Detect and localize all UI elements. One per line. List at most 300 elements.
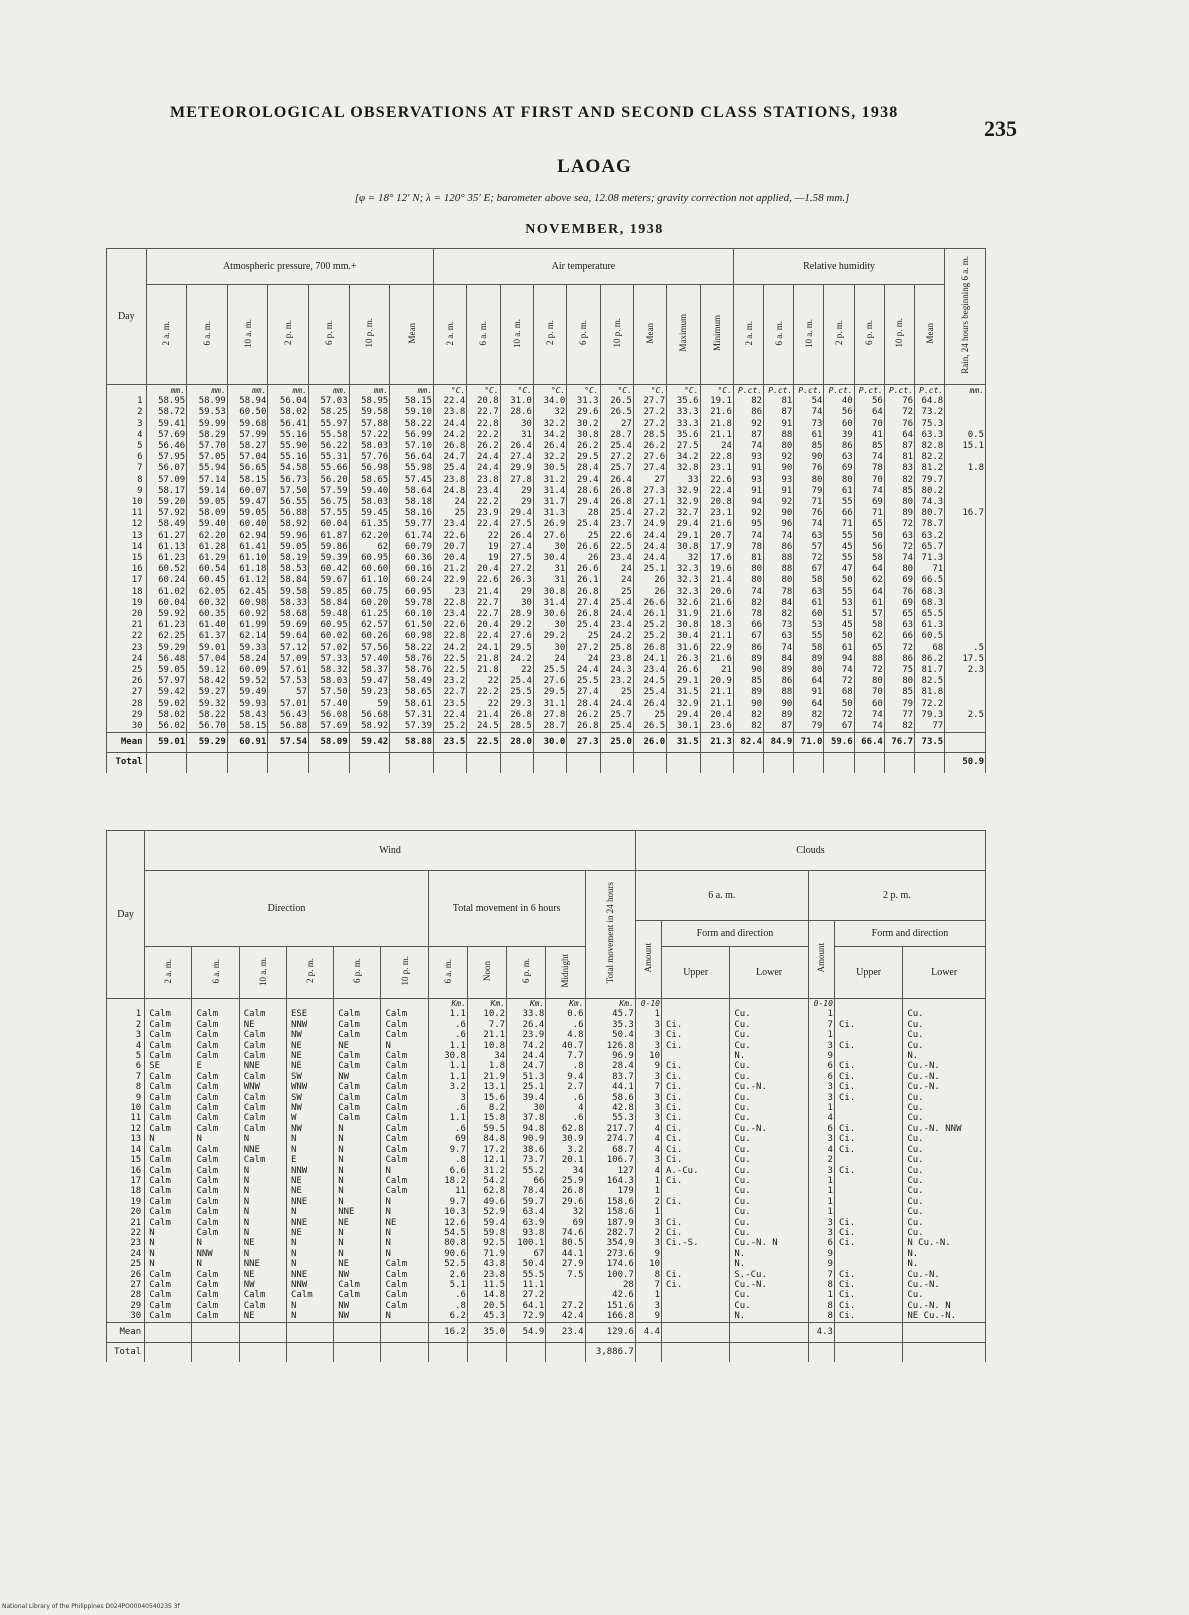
data-cell: 55	[794, 631, 824, 642]
data-cell: Calm	[145, 1176, 192, 1186]
data-cell: 57.02	[309, 643, 350, 654]
day-cell: 7	[107, 1072, 145, 1082]
data-cell: 44.1	[585, 1082, 635, 1092]
data-cell: 26.6	[567, 542, 600, 553]
data-cell: 26.5	[600, 396, 633, 407]
summary-cell: Mean	[107, 733, 147, 753]
data-cell: 58.17	[146, 486, 187, 497]
data-cell: N	[334, 1186, 381, 1196]
unit-cell: Km.	[585, 999, 635, 1010]
data-cell: Cu.	[730, 1176, 808, 1186]
data-cell: Calm	[239, 1113, 286, 1123]
summary-cell	[633, 753, 666, 773]
data-cell: 31.2	[467, 1166, 506, 1176]
data-cell: 58	[854, 620, 884, 631]
data-cell: 79.3	[915, 710, 945, 721]
data-cell: N	[334, 1228, 381, 1238]
day-cell: 14	[107, 1145, 145, 1155]
data-cell: 60.09	[227, 665, 268, 676]
observations-table	[106, 248, 986, 773]
data-cell: 64	[794, 699, 824, 710]
data-cell: Calm	[381, 1030, 428, 1040]
data-cell: 56.08	[309, 710, 350, 721]
data-cell	[834, 1249, 902, 1259]
table-row	[107, 710, 986, 721]
station-name: LAOAG	[557, 156, 632, 177]
table-row	[107, 1197, 986, 1207]
data-cell: Calm	[145, 1082, 192, 1092]
data-cell: 27.5	[500, 553, 533, 564]
data-cell: 90	[733, 699, 763, 710]
data-cell	[945, 407, 986, 418]
data-cell: 72.9	[507, 1311, 546, 1322]
day-cell: 26	[107, 1270, 145, 1280]
data-cell: 57.33	[309, 654, 350, 665]
data-cell: 57.50	[268, 486, 309, 497]
summary-cell: Total	[107, 1342, 145, 1362]
data-cell: 26.1	[567, 575, 600, 586]
data-cell: 78.7	[915, 519, 945, 530]
data-cell: N	[381, 1197, 428, 1207]
data-cell: Calm	[381, 1176, 428, 1186]
data-cell: 64	[794, 676, 824, 687]
data-cell: 25	[567, 531, 600, 542]
data-cell: Calm	[286, 1290, 333, 1300]
table-row	[107, 643, 986, 654]
data-cell: 59.52	[227, 676, 268, 687]
data-cell: 8	[808, 1311, 834, 1322]
data-cell: 55.97	[309, 419, 350, 430]
summary-cell	[286, 1322, 333, 1342]
day-cell: 19	[107, 598, 147, 609]
data-cell: E	[192, 1061, 239, 1071]
data-cell: 22.6	[467, 575, 500, 586]
data-cell: 32.2	[533, 452, 566, 463]
data-cell	[945, 553, 986, 564]
data-cell: Cu.	[730, 1197, 808, 1207]
data-cell: Calm	[239, 1301, 286, 1311]
data-cell: 59.40	[187, 519, 228, 530]
data-cell: 24.4	[633, 542, 666, 553]
data-cell: 74.3	[915, 497, 945, 508]
data-cell: 56.55	[268, 497, 309, 508]
data-cell: 29.5	[567, 452, 600, 463]
movement-group-header: Total movement in 6 hours	[428, 871, 585, 947]
data-cell: 58.02	[268, 407, 309, 418]
data-cell: 82	[733, 710, 763, 721]
data-cell: 106.7	[585, 1155, 635, 1165]
data-cell: Calm	[239, 1041, 286, 1051]
form-direction-2pm-header: Form and direction	[834, 921, 985, 947]
data-cell: 18.3	[700, 620, 733, 631]
day-cell: 14	[107, 542, 147, 553]
data-cell: 20.8	[467, 396, 500, 407]
data-cell: N	[334, 1238, 381, 1248]
data-cell: 61.13	[146, 542, 187, 553]
data-cell: 29.4	[667, 519, 700, 530]
data-cell: 83.7	[585, 1072, 635, 1082]
data-cell: 57.22	[349, 430, 390, 441]
direction-col-header: 10 p. m.	[381, 947, 428, 999]
data-cell: Calm	[145, 1124, 192, 1134]
data-cell: 24.8	[434, 486, 467, 497]
data-cell: Ci.	[662, 1218, 730, 1228]
data-cell: 23	[434, 587, 467, 598]
data-cell: 32.9	[667, 699, 700, 710]
data-cell: 92	[764, 497, 794, 508]
data-cell: 21.6	[700, 609, 733, 620]
table-row	[107, 1207, 986, 1217]
data-cell	[945, 687, 986, 698]
data-cell: 25	[434, 508, 467, 519]
data-cell: 22.4	[467, 519, 500, 530]
summary-cell: 59.6	[824, 733, 854, 753]
summary-cell	[903, 1322, 986, 1342]
data-cell: NNW	[286, 1166, 333, 1176]
table-row	[107, 463, 986, 474]
data-cell: 66	[733, 620, 763, 631]
rain-column-header: Rain, 24 hours beginning 6 a. m.	[945, 249, 986, 385]
unit-cell: °C.	[567, 385, 600, 397]
data-cell: 58.49	[390, 676, 434, 687]
data-cell: 11	[428, 1186, 467, 1196]
data-cell: 26.1	[633, 609, 666, 620]
data-cell: 62	[854, 631, 884, 642]
data-cell: 21.1	[700, 631, 733, 642]
data-cell: 64	[884, 430, 914, 441]
data-cell: 29	[500, 486, 533, 497]
data-cell: N	[381, 1166, 428, 1176]
day-cell: 6	[107, 1061, 145, 1071]
data-cell: 26.6	[633, 598, 666, 609]
data-cell: 82.5	[915, 676, 945, 687]
day-cell: 17	[107, 575, 147, 586]
data-cell: N	[145, 1259, 192, 1269]
data-cell: 56.88	[268, 508, 309, 519]
summary-cell: 27.3	[567, 733, 600, 753]
data-cell: 57.09	[146, 475, 187, 486]
data-cell: 9	[808, 1249, 834, 1259]
data-cell: 55.98	[390, 463, 434, 474]
data-cell: 50.4	[585, 1030, 635, 1040]
data-cell: 28	[567, 508, 600, 519]
day-cell: 21	[107, 620, 147, 631]
data-cell: 76	[884, 419, 914, 430]
summary-cell: 30.0	[533, 733, 566, 753]
data-cell: 24.2	[600, 631, 633, 642]
data-cell: 31.9	[667, 609, 700, 620]
data-cell: 34.2	[533, 430, 566, 441]
data-cell: 22	[467, 676, 500, 687]
data-cell: Calm	[192, 1041, 239, 1051]
summary-cell	[192, 1322, 239, 1342]
data-cell: 22.8	[434, 631, 467, 642]
data-cell: 93	[733, 475, 763, 486]
data-cell: 58	[794, 575, 824, 586]
data-cell: 60	[794, 609, 824, 620]
table-row	[107, 1124, 986, 1134]
summary-cell: 59.01	[146, 733, 187, 753]
data-cell: 59.8	[467, 1228, 506, 1238]
data-cell: 74	[854, 721, 884, 733]
table-row	[107, 654, 986, 665]
day-cell: 26	[107, 676, 147, 687]
day-cell: 10	[107, 1103, 145, 1113]
unit-cell: °C.	[633, 385, 666, 397]
table-row	[107, 1311, 986, 1322]
data-cell: N.	[903, 1051, 986, 1061]
data-cell: N.	[730, 1311, 808, 1322]
data-cell: 24	[533, 654, 566, 665]
summary-cell	[428, 1342, 467, 1362]
table-row	[107, 1145, 986, 1155]
data-cell: Cu.	[730, 1228, 808, 1238]
data-cell: 19.6	[700, 564, 733, 575]
data-cell: 80	[764, 441, 794, 452]
data-cell: Calm	[192, 1290, 239, 1300]
data-cell: N	[286, 1207, 333, 1217]
data-cell: 58.65	[390, 687, 434, 698]
data-cell: 31	[500, 430, 533, 441]
data-cell: 29	[500, 497, 533, 508]
data-cell: 61.99	[227, 620, 268, 631]
data-cell: 6.2	[428, 1311, 467, 1322]
data-cell: 1	[808, 1207, 834, 1217]
data-cell: .6	[546, 1093, 585, 1103]
data-cell: NNW	[286, 1280, 333, 1290]
data-cell: NW	[286, 1030, 333, 1040]
data-cell: 58.49	[146, 519, 187, 530]
data-cell: 80.8	[428, 1238, 467, 1248]
data-cell: 27.9	[546, 1259, 585, 1269]
data-cell	[662, 1259, 730, 1269]
data-cell: Calm	[381, 1103, 428, 1113]
unit-cell	[192, 999, 239, 1010]
data-cell: 59.69	[268, 620, 309, 631]
data-cell: 31.5	[667, 687, 700, 698]
data-cell: Calm	[145, 1051, 192, 1061]
data-cell: 60.04	[309, 519, 350, 530]
data-cell: 23.7	[600, 519, 633, 530]
data-cell: 40.7	[546, 1041, 585, 1051]
data-cell: 24.2	[434, 643, 467, 654]
data-cell: Calm	[334, 1061, 381, 1071]
summary-cell: 4.3	[808, 1322, 834, 1342]
units-row	[107, 385, 986, 397]
data-cell: 80	[794, 475, 824, 486]
data-cell: 32.3	[667, 564, 700, 575]
data-cell: Calm	[381, 1280, 428, 1290]
data-cell: 10	[635, 1259, 661, 1269]
data-cell: Ci.	[834, 1270, 902, 1280]
data-cell: NE	[286, 1051, 333, 1061]
data-cell: 56.02	[146, 721, 187, 733]
total-row	[107, 753, 986, 773]
data-cell: 158.6	[585, 1197, 635, 1207]
data-cell	[834, 1259, 902, 1269]
data-cell: 27.4	[633, 463, 666, 474]
data-cell: 56.04	[268, 396, 309, 407]
data-cell: 3	[808, 1166, 834, 1176]
data-cell: 88	[764, 430, 794, 441]
data-cell: 60.07	[227, 486, 268, 497]
data-cell: 30.8	[533, 587, 566, 598]
upper-2pm-header: Upper	[834, 947, 902, 999]
data-cell: 26.4	[633, 699, 666, 710]
day-cell: 10	[107, 497, 147, 508]
data-cell: 26	[567, 553, 600, 564]
data-cell: 26.8	[600, 497, 633, 508]
data-cell: 25.4	[600, 721, 633, 733]
table-row	[107, 407, 986, 418]
humidity-col-header: 6 p. m.	[854, 285, 884, 385]
data-cell: 61.28	[187, 542, 228, 553]
summary-cell	[903, 1342, 986, 1362]
data-cell: Calm	[192, 1186, 239, 1196]
data-cell	[834, 1207, 902, 1217]
data-cell: 71.9	[467, 1249, 506, 1259]
data-cell: 60.52	[146, 564, 187, 575]
data-cell: 187.9	[585, 1218, 635, 1228]
data-cell: 35.6	[667, 396, 700, 407]
data-cell: 58.61	[390, 699, 434, 710]
data-cell: 27.2	[500, 564, 533, 575]
data-cell: 31.3	[567, 396, 600, 407]
table-row	[107, 1280, 986, 1290]
summary-cell: 60.91	[227, 733, 268, 753]
data-cell: Ci.-S.	[662, 1238, 730, 1248]
data-cell: 71	[824, 519, 854, 530]
data-cell: 59.53	[187, 407, 228, 418]
day-cell: 30	[107, 1311, 145, 1322]
data-cell: Cu.	[730, 1186, 808, 1196]
data-cell: Calm	[381, 1051, 428, 1061]
data-cell: 63	[764, 631, 794, 642]
data-cell: 72	[824, 676, 854, 687]
data-cell: 39.4	[507, 1093, 546, 1103]
data-cell: 25.4	[600, 508, 633, 519]
data-cell: 282.7	[585, 1228, 635, 1238]
data-cell: 21.1	[700, 430, 733, 441]
temperature-col-header: 2 a. m.	[434, 285, 467, 385]
data-cell: N	[239, 1249, 286, 1259]
unit-cell: °C.	[467, 385, 500, 397]
data-cell: 63	[884, 531, 914, 542]
data-cell: 60.24	[390, 575, 434, 586]
data-cell: 58	[794, 643, 824, 654]
data-cell: 62	[349, 542, 390, 553]
data-cell: 72	[824, 710, 854, 721]
data-cell: 81.7	[915, 665, 945, 676]
data-cell: 9	[635, 1061, 661, 1071]
data-cell: 1	[808, 1290, 834, 1300]
data-cell: Calm	[192, 1082, 239, 1092]
table-row	[107, 1218, 986, 1228]
data-cell: N	[286, 1249, 333, 1259]
table-row	[107, 1030, 986, 1040]
data-cell: 51.3	[507, 1072, 546, 1082]
data-cell: 26.5	[633, 721, 666, 733]
data-cell: 59.58	[349, 407, 390, 418]
data-cell: 57.95	[146, 452, 187, 463]
data-cell: 21.4	[467, 710, 500, 721]
data-cell: 60.98	[227, 598, 268, 609]
data-cell: 22.2	[467, 687, 500, 698]
data-cell: 26.3	[667, 654, 700, 665]
data-cell: N.	[730, 1249, 808, 1259]
data-cell: 81	[884, 452, 914, 463]
unit-cell	[903, 999, 986, 1010]
data-cell: NW	[239, 1280, 286, 1290]
data-cell: 25	[600, 687, 633, 698]
data-cell: N	[381, 1238, 428, 1248]
data-cell: 30	[507, 1103, 546, 1113]
data-cell: 31.3	[533, 508, 566, 519]
summary-cell	[764, 753, 794, 773]
data-cell: 74.2	[507, 1041, 546, 1051]
data-cell: 59.05	[187, 497, 228, 508]
data-cell: 7	[808, 1020, 834, 1030]
data-cell	[834, 1197, 902, 1207]
data-cell: 74	[733, 587, 763, 598]
data-cell: Cu.	[730, 1218, 808, 1228]
data-cell: 45.7	[585, 1009, 635, 1019]
data-cell: 27	[600, 419, 633, 430]
data-cell: 24.2	[434, 430, 467, 441]
data-cell: 76	[794, 463, 824, 474]
day-cell: 29	[107, 1301, 145, 1311]
data-cell: 74	[884, 553, 914, 564]
data-cell: 2	[808, 1155, 834, 1165]
data-cell: 24.7	[434, 452, 467, 463]
data-cell: Calm	[192, 1113, 239, 1123]
summary-cell: 23.4	[546, 1322, 585, 1342]
data-cell: 57.04	[187, 654, 228, 665]
data-cell: 6.6	[428, 1166, 467, 1176]
data-cell: 76	[794, 508, 824, 519]
data-cell: E	[286, 1155, 333, 1165]
summary-cell: 84.9	[764, 733, 794, 753]
day-cell: 2	[107, 1020, 145, 1030]
data-cell: 49.6	[467, 1197, 506, 1207]
data-cell: 20.5	[467, 1301, 506, 1311]
data-cell: NW	[334, 1301, 381, 1311]
data-cell: 85	[794, 441, 824, 452]
data-cell: 61.29	[187, 553, 228, 564]
data-cell: 12.1	[467, 1155, 506, 1165]
data-cell: 57.01	[268, 699, 309, 710]
data-cell: 72	[884, 643, 914, 654]
data-cell: 27.4	[500, 452, 533, 463]
amount-2pm-header: Amount	[808, 921, 834, 999]
data-cell: 80.2	[915, 486, 945, 497]
summary-cell	[567, 753, 600, 773]
data-cell: .5	[945, 643, 986, 654]
data-cell: 27.2	[633, 419, 666, 430]
data-cell: 32.7	[667, 508, 700, 519]
data-cell: 1.1	[428, 1041, 467, 1051]
data-cell	[945, 598, 986, 609]
form-direction-6am-header: Form and direction	[662, 921, 809, 947]
unit-cell: Km.	[507, 999, 546, 1010]
data-cell: 1.8	[945, 463, 986, 474]
data-cell: Calm	[334, 1082, 381, 1092]
table-row	[107, 1290, 986, 1300]
data-cell: 59.05	[146, 665, 187, 676]
summary-cell	[730, 1342, 808, 1362]
data-cell: 62.05	[187, 587, 228, 598]
data-cell: Calm	[145, 1166, 192, 1176]
